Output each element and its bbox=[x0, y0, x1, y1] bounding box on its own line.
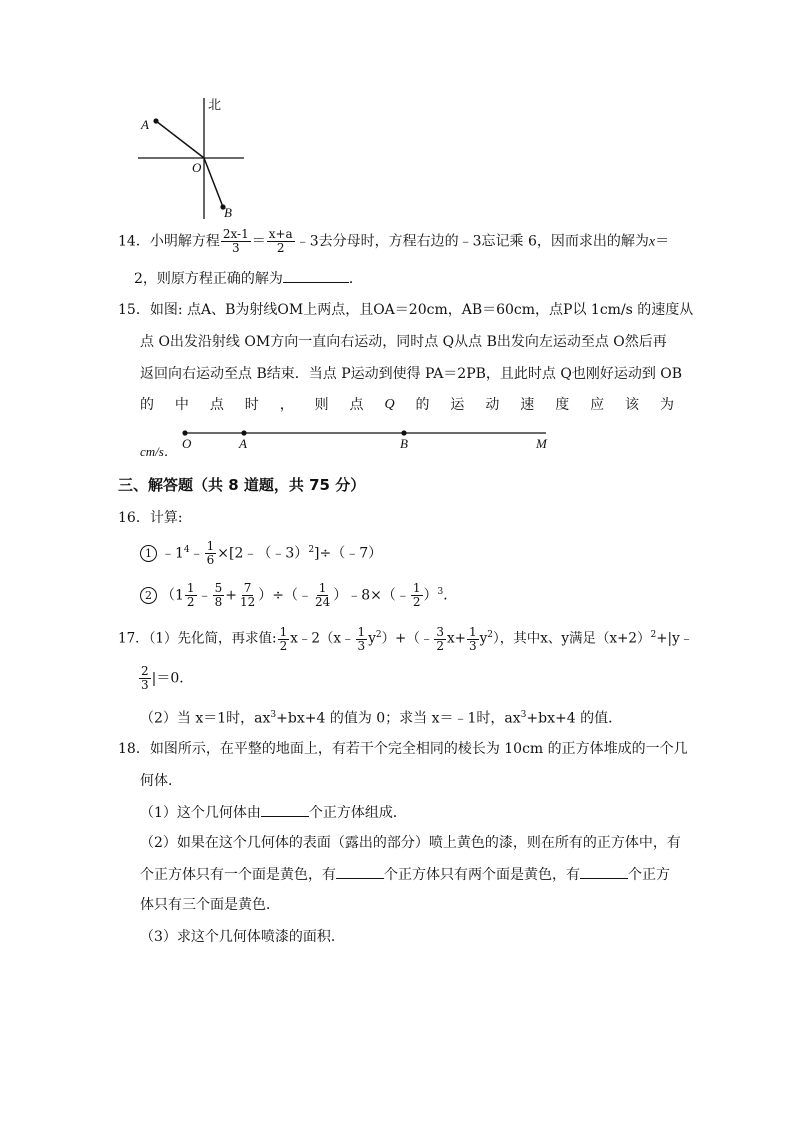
q17-f2 bbox=[356, 626, 368, 653]
q18-number: 18． bbox=[118, 741, 150, 757]
q17-p1-exp1: 2 bbox=[375, 630, 382, 640]
frac-num: 1 bbox=[468, 624, 477, 639]
q17-f3 bbox=[434, 626, 446, 653]
q16-item2-f2 bbox=[213, 582, 225, 609]
q17-number: 17． bbox=[118, 630, 149, 647]
point-a bbox=[241, 430, 246, 435]
frac-num: 1 bbox=[206, 539, 215, 554]
q17-p1-c: y bbox=[368, 630, 376, 647]
q15-word: 该 bbox=[625, 397, 640, 413]
section-3-heading: 三、解答题（共 8 道题，共 75 分） bbox=[118, 476, 366, 494]
q16-item2-d: ）÷（﹣ bbox=[258, 587, 312, 604]
q15-word: 点 bbox=[209, 397, 224, 413]
q14-fraction-2 bbox=[267, 228, 295, 255]
q18-part2-line2 bbox=[140, 864, 670, 885]
q16-item1-mark: 1 bbox=[140, 545, 157, 562]
frac-den: 6 bbox=[206, 553, 215, 568]
q17-p1-b: x﹣2（x﹣ bbox=[290, 630, 355, 647]
q16-title: 计算: bbox=[149, 510, 183, 526]
q14-f1-num: 2x-1 bbox=[222, 227, 249, 241]
q14-eq: ＝ bbox=[251, 233, 266, 250]
q14-text-a: 小明解方程 bbox=[149, 233, 220, 250]
q18-line1-text: 如图所示，在平整的地面上，有若干个完全相同的棱长为 10cm 的正方体堆成的一个几 bbox=[149, 741, 688, 757]
frac-num: 7 bbox=[243, 581, 252, 596]
q15-line4 bbox=[140, 395, 674, 415]
fig-label-o: O bbox=[182, 436, 192, 451]
q18-p1-blank[interactable] bbox=[261, 802, 309, 817]
q16-item1-fraction bbox=[205, 540, 217, 567]
q18-p2-a: 个正方体只有一个面是黄色，有 bbox=[140, 867, 336, 883]
q16-item2-f3 bbox=[238, 582, 257, 609]
q16-item2-mark: 2 bbox=[140, 587, 157, 604]
label-b: B bbox=[224, 205, 232, 220]
q18-part2-line3: 体只有三个面是黄色． bbox=[140, 897, 280, 913]
frac-den: 2 bbox=[436, 638, 445, 653]
q15-unit: cm/s． bbox=[140, 444, 177, 459]
label-a: A bbox=[141, 117, 149, 132]
q16-item1-exp: 4 bbox=[183, 545, 190, 555]
q15-word: 的 bbox=[140, 397, 154, 413]
q16-item2-end: ． bbox=[443, 587, 458, 604]
frac-num: 2 bbox=[141, 664, 149, 678]
q15-word: Q bbox=[384, 397, 395, 412]
q16-item1-b: ﹣ bbox=[189, 545, 204, 562]
q14-text-b: ﹣3去分母时，方程右边的﹣3忘记乘 6，因而求出的解为 bbox=[295, 233, 649, 250]
q16-item2-e: ）﹣8×（﹣ bbox=[333, 587, 410, 604]
frac-den: 8 bbox=[214, 595, 223, 610]
frac-den: 12 bbox=[239, 595, 256, 610]
frac-num: 1 bbox=[318, 581, 327, 596]
q15-word: 运 bbox=[450, 397, 465, 413]
q18-part1 bbox=[140, 802, 407, 823]
q17-part1-line1 bbox=[118, 625, 693, 653]
q18-part3: （3）求这个几何体喷漆的面积． bbox=[140, 929, 345, 945]
q18-line2: 何体． bbox=[140, 773, 182, 789]
q17-f5 bbox=[139, 665, 151, 692]
compass-figure bbox=[128, 92, 258, 226]
q17-p2-b: +bx+4 的值为 0；求当 x＝﹣1时，ax bbox=[276, 710, 521, 727]
q15-word: 度 bbox=[555, 397, 570, 413]
q17-p1-a: （1）先化简，再求值: bbox=[148, 630, 277, 647]
q17-p2-exp1: 3 bbox=[270, 710, 277, 720]
q14-number: 14． bbox=[118, 233, 150, 250]
q15-word: 为 bbox=[659, 397, 674, 413]
q15-word: 应 bbox=[590, 397, 605, 413]
q16-item-2 bbox=[140, 582, 457, 609]
q15-line2: 点 O出发沿射线 OM方向一直向右运动，同时点 Q从点 B出发向左运动至点 O然后再 bbox=[140, 334, 667, 350]
q14-var-x: x bbox=[648, 234, 656, 250]
q15-line1 bbox=[118, 300, 693, 320]
ray-ob bbox=[204, 158, 223, 207]
fig-label-a: A bbox=[239, 436, 247, 451]
q18-part2-line1: （2）如果在这个几何体的表面（露出的部分）喷上黄色的漆，则在所有的正方体中，有 bbox=[140, 835, 681, 851]
q16-item2-f: ） bbox=[423, 587, 438, 604]
q17-p2-a: （2）当 x＝1时，ax bbox=[140, 710, 271, 727]
frac-den: 3 bbox=[141, 678, 149, 692]
frac-den: 3 bbox=[468, 638, 477, 653]
q17-p1-g: ），其中x、y满足（x+2） bbox=[492, 630, 651, 647]
q17-part2 bbox=[140, 705, 622, 729]
q17-p1-exp3: 2 bbox=[650, 630, 657, 640]
q14-line1 bbox=[118, 228, 669, 255]
q18-p1-b: 个正方体组成． bbox=[308, 805, 407, 821]
q16-item2-f4 bbox=[313, 582, 332, 609]
q15-word: 速 bbox=[520, 397, 535, 413]
q16-number: 16． bbox=[118, 510, 150, 526]
q17-f4 bbox=[467, 626, 479, 653]
q17-p1-exp2: 2 bbox=[487, 630, 493, 640]
frac-den: 2 bbox=[279, 638, 288, 653]
q16-item2-exp: 3 bbox=[437, 587, 444, 597]
frac-num: 5 bbox=[214, 581, 223, 596]
q18-line1 bbox=[118, 739, 688, 759]
q16-item1-c: ×[2﹣（﹣3） bbox=[217, 545, 309, 562]
frac-den: 2 bbox=[186, 595, 195, 610]
q14-text-c: ＝ bbox=[655, 233, 670, 250]
frac-den: 3 bbox=[357, 638, 366, 653]
q16-item1-a: ﹣1 bbox=[161, 545, 184, 562]
q15-word: 中 bbox=[174, 397, 189, 413]
q17-f1 bbox=[278, 626, 290, 653]
q16-item1-d: ]÷（﹣7） bbox=[314, 545, 383, 562]
q16-item2-f5 bbox=[411, 582, 423, 609]
q15-word: 动 bbox=[485, 397, 500, 413]
q18-p2-b: 个正方体只有两个面是黄色，有 bbox=[384, 867, 580, 883]
q18-p1-a: （1）这个几何体由 bbox=[140, 805, 261, 821]
fig-label-m: M bbox=[536, 436, 547, 451]
frac-den: 24 bbox=[314, 595, 331, 610]
q17-p1-h: +|y﹣ bbox=[656, 630, 694, 647]
label-o: O bbox=[192, 160, 202, 175]
q16-item2-b: ﹣ bbox=[197, 587, 212, 604]
q14-fraction-1 bbox=[221, 228, 251, 255]
frac-den: 2 bbox=[412, 595, 421, 610]
q15-line3: 返回向右运动至点 B结束．当点 P运动到使得 PA＝2PB，且此时点 Q也刚好运动到 OB bbox=[140, 366, 683, 382]
frac-num: 3 bbox=[436, 624, 445, 639]
q14-f2-den: 2 bbox=[276, 241, 285, 255]
q18-p2-c: 个正方 bbox=[628, 867, 670, 883]
q17-p2-c: +bx+4 的值． bbox=[526, 710, 623, 727]
q16-item2-c: + bbox=[225, 587, 237, 604]
q18-p2-blank-2[interactable] bbox=[580, 864, 628, 879]
ray-om-figure bbox=[176, 425, 556, 441]
q15-word: 点 bbox=[349, 397, 364, 413]
frac-num: 1 bbox=[357, 624, 366, 639]
q17-p1-i: |＝0． bbox=[151, 670, 194, 687]
frac-num: 1 bbox=[412, 581, 421, 596]
q16-title-line bbox=[118, 508, 183, 528]
q15-number: 15． bbox=[118, 302, 150, 318]
q17-p1-e: x+ bbox=[447, 630, 466, 647]
q15-word: 的 bbox=[415, 397, 430, 413]
north-label: 北 bbox=[208, 98, 222, 113]
q14-f1-den: 3 bbox=[231, 241, 240, 255]
q17-p2-exp2: 3 bbox=[520, 710, 527, 720]
q15-word: ， bbox=[279, 397, 294, 413]
q14-line2 bbox=[134, 268, 363, 289]
q15-line1-text: 如图: 点A、B为射线OM上两点，且OA＝20cm，AB＝60cm，点P以 1cm/s 的速度从 bbox=[149, 302, 694, 318]
frac-num: 1 bbox=[186, 581, 195, 596]
ray-oa bbox=[156, 121, 204, 158]
q16-item-1 bbox=[140, 540, 382, 567]
q17-part1-line2 bbox=[138, 665, 193, 692]
point-a bbox=[153, 118, 158, 123]
frac-num: 1 bbox=[279, 624, 288, 639]
q14-answer-blank[interactable] bbox=[283, 268, 349, 283]
point-b bbox=[401, 430, 406, 435]
q14-end: ． bbox=[348, 271, 363, 287]
fig-label-b: B bbox=[400, 436, 408, 451]
q14-line2-text: 2，则原方程正确的解为 bbox=[134, 271, 283, 287]
q15-word: 则 bbox=[314, 397, 329, 413]
q16-item2-f1 bbox=[185, 582, 197, 609]
q17-p1-f: y bbox=[479, 630, 488, 647]
q15-word: 时 bbox=[244, 397, 259, 413]
point-o bbox=[182, 430, 187, 435]
q17-p1-d: ）+（﹣ bbox=[381, 630, 434, 647]
q18-p2-blank-1[interactable] bbox=[336, 864, 384, 879]
q16-item2-a: （1 bbox=[161, 587, 184, 604]
q16-item1-exp2: 2 bbox=[308, 545, 315, 555]
q14-f2-num: x+a bbox=[268, 227, 293, 241]
